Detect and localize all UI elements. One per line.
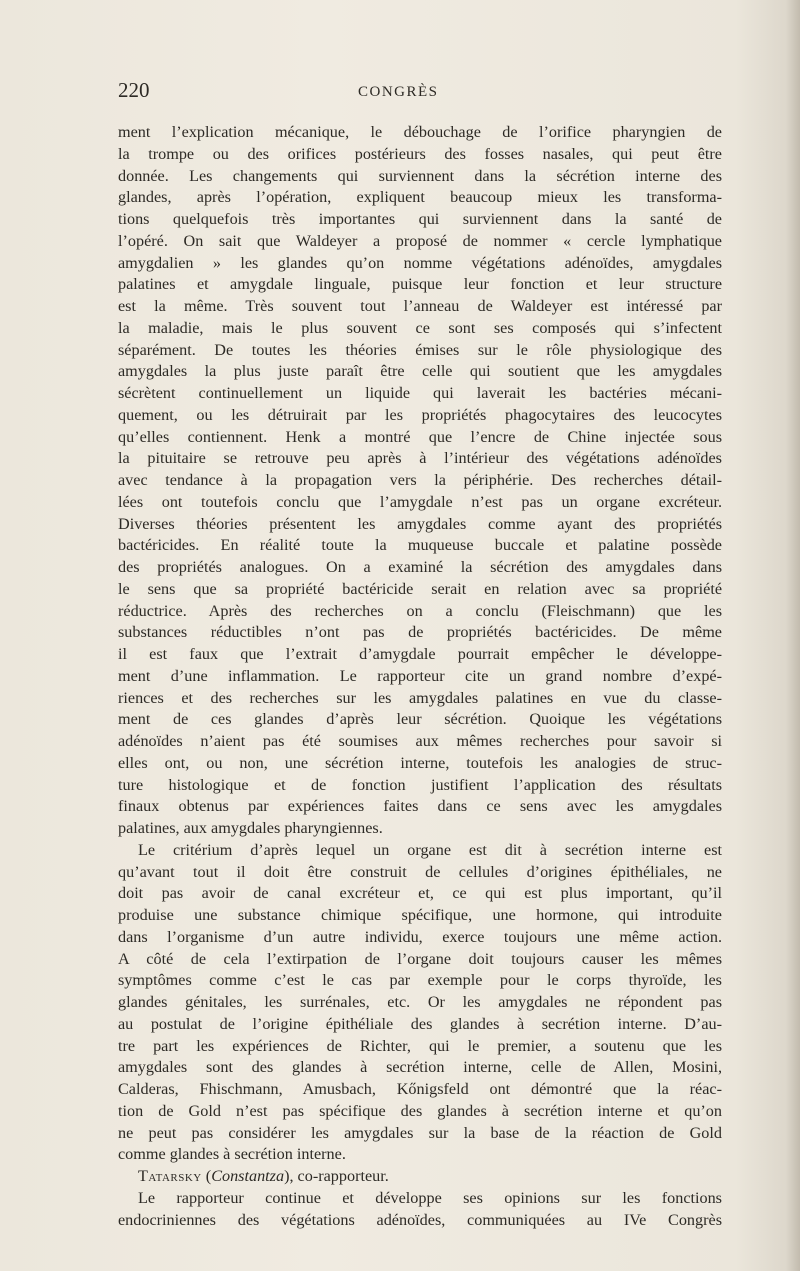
text-line: produise une substance chimique spécifique, une hormone, qui introduite [118,906,722,924]
text-line: sécrètent continuellement un liquide qui laverait les bactéries mécani- [118,384,722,402]
text-line: séparément. De toutes les théories émises sur le rôle physiologique des [118,340,722,359]
speaker-line: Tatarsky (Constantza), co-rapporteur. [138,1167,389,1185]
speaker-name: Tatarsky [138,1167,202,1185]
text-line: lées ont toutefois conclu que l’amygdale n’est pas un organe excréteur. [118,492,722,511]
text-line: est la même. Très souvent tout l’anneau de Waldeyer est intéressé par [118,297,722,315]
text-line: ne peut pas considérer les amygdales sur la base de la réaction de Gold [118,1123,722,1142]
body-text [118,122,722,1231]
text-line: riences et des recherches sur les amygdales palatines en vue du classe- [118,688,722,707]
text-line: palatines, aux amygdales pharyngiennes. [118,819,383,837]
text-line: le sens que sa propriété bactéricide serait en relation avec sa propriété [118,579,722,598]
text-line: doit pas avoir de canal excréteur et, ce qui est plus important, qu’il [118,884,722,903]
text-line: la trompe ou des orifices postérieurs des fosses nasales, qui peut être [118,144,722,163]
text-line: donnée. Les changements qui surviennent dans la sécrétion interne des [118,166,722,185]
text-line: ment de ces glandes d’après leur sécrétion. Quoique les végétations [118,710,722,729]
text-line: palatines et amygdale linguale, puisque leur fonction et leur structure [118,275,722,294]
text-line: comme glandes à secrétion interne. [118,1145,346,1164]
text-line: glandes, après l’opération, expliquent beaucoup mieux les transforma- [118,188,722,207]
speaker-given-name: Constantza [211,1167,285,1185]
text-line: qu’avant tout il doit être construit de cellules d’origines épithéliales, ne [118,862,722,881]
text-line: des propriétés analogues. On a examiné la sécrétion des amygdales dans [118,558,722,576]
page-header [118,78,718,104]
text-line: la maladie, mais le plus souvent ce sont ses composés qui s’infectent [118,318,722,337]
text-line: tion de Gold n’est pas spécifique des glandes à secrétion interne et qu’on [118,1101,722,1120]
text-line: Calderas, Fhischmann, Amusbach, Kőnigsfeld ont démontré que la réac- [118,1080,722,1098]
text-line: Le rapporteur continue et développe ses opinions sur les fonctions [138,1188,722,1207]
text-line: réductrice. Après des recherches on a conclu (Fleischmann) que les [118,601,722,620]
text-line: symptômes comme c’est le cas par exemple pour le corps thyroïde, les [118,971,722,990]
text-line: Le critérium d’après lequel un organe est dit à secrétion interne est [138,840,722,859]
text-line: ment d’une inflammation. Le rapporteur cite un grand nombre d’expé- [118,666,722,685]
text-line: substances réductibles n’ont pas de propriétés bactéricides. De même [118,623,722,642]
text-line: adénoïdes n’aient pas été soumises aux mêmes recherches pour savoir si [118,732,722,750]
text-line: bactéricides. En réalité toute la muqueuse buccale et palatine possède [118,536,722,555]
text-line: il est faux que l’extrait d’amygdale pourrait empêcher le développe- [118,645,722,663]
text-line: amygdalien » les glandes qu’on nomme végétations adénoïdes, amygdales [118,253,722,272]
text-line: glandes génitales, les surrénales, etc. Or les amygdales ne répondent pas [118,993,722,1011]
text-line: ture histologique et de fonction justifient l’application des résultats [118,775,722,794]
text-line: amygdales la plus juste paraît être celle qui soutient que les amygdales [118,362,722,381]
text-line: tions quelquefois très importantes qui surviennent dans la santé de [118,210,722,228]
text-line: au postulat de l’origine épithéliale des glandes à secrétion interne. D’au- [118,1014,722,1033]
text-line: tre part les expériences de Richter, qui le premier, a soutenu que les [118,1036,722,1055]
text-line: la pituitaire se retrouve peu après à l’intérieur des végétations adénoïdes [118,449,722,468]
text-line: avec tendance à la propagation vers la périphérie. Des recherches détail- [118,471,722,489]
text-line: qu’elles contiennent. Henk a montré que l’encre de Chine injectée sous [118,427,722,446]
text-line: l’opéré. On sait que Waldeyer a proposé de nommer « cercle lymphatique [118,231,722,250]
text-line: Diverses théories présentent les amygdales comme ayant des propriétés [118,514,722,533]
text-line: amygdales sont des glandes à secrétion interne, celle de Allen, Mosini, [118,1058,722,1077]
page-number: 220 [118,78,150,102]
text-line: elles ont, ou non, une sécrétion interne, toutefois les analogies de struc- [118,753,722,772]
text-line: ment l’explication mécanique, le débouchage de l’orifice pharyngien de [118,123,722,141]
text-line: dans l’organisme d’un autre individu, exerce toujours une même action. [118,927,722,946]
page-edge-shadow [786,0,800,1271]
text-line: endocriniennes des végétations adénoïdes, communiquées au IVe Congrès [118,1210,722,1229]
text-line: finaux obtenus par expériences faites dans ce sens avec les amygdales [118,797,722,816]
running-head: CONGRÈS [358,84,439,100]
speaker-role: co-rapporteur. [297,1167,389,1185]
text-line: A côté de cela l’extirpation de l’organe doit toujours causer les mêmes [118,949,722,968]
text-line: quement, ou les détruirait par les propriétés phagocytaires des leucocytes [118,405,722,424]
